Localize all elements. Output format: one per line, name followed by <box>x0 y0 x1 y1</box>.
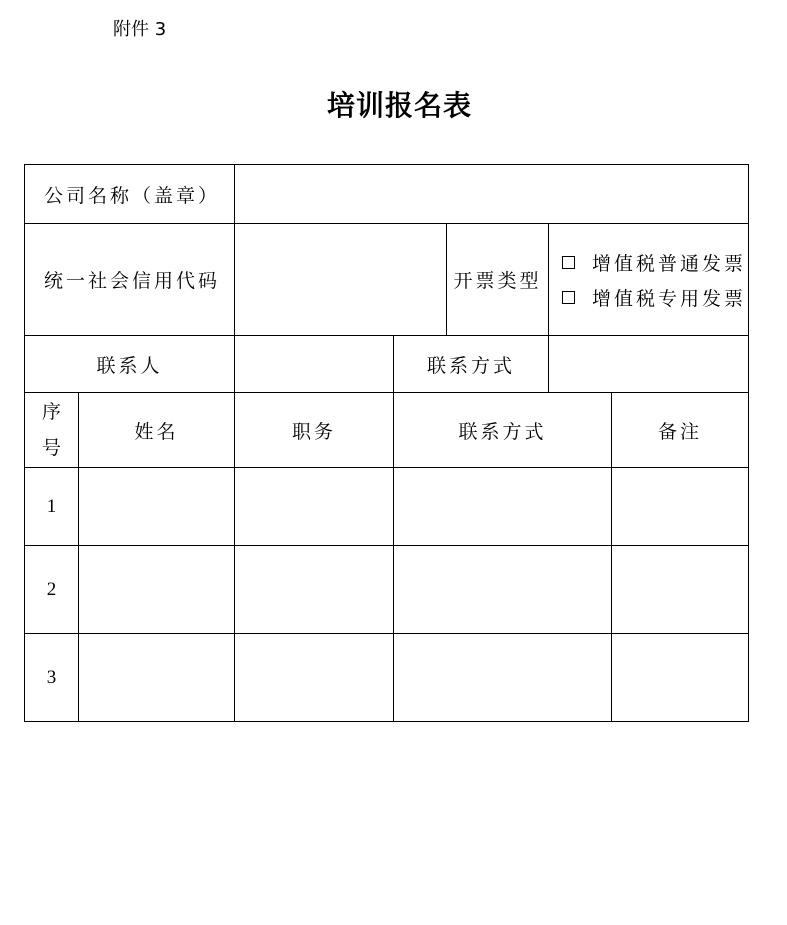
form-title: 培训报名表 <box>326 89 472 122</box>
row-seq-number: 1 <box>46 495 57 517</box>
attachment-label: 附件 3 <box>113 19 167 40</box>
row-name-field[interactable] <box>79 546 234 633</box>
invoice-option-general[interactable] <box>562 249 746 276</box>
row-seq-number: 3 <box>46 666 57 688</box>
row-name-field[interactable] <box>79 468 234 545</box>
invoice-type-label <box>447 224 548 335</box>
column-header-position <box>235 393 393 467</box>
contact-method-label-text: 联系方式 <box>426 354 515 377</box>
seq-header <box>25 393 78 467</box>
invoice-option-general-checkbox[interactable] <box>562 256 575 269</box>
invoice-option-special-label: 增值税专用发票 <box>592 287 747 310</box>
company-name-label-text: 公司名称（盖章） <box>44 184 221 207</box>
column-header-position-text: 职务 <box>291 420 336 443</box>
credit-code-field[interactable] <box>235 224 446 335</box>
invoice-type-label-text: 开票类型 <box>453 270 542 292</box>
contact-person-label-text: 联系人 <box>96 354 163 377</box>
invoice-option-special-checkbox[interactable] <box>562 291 575 304</box>
seq-header-top: 序 <box>41 401 61 423</box>
row-seq-number: 2 <box>46 578 57 600</box>
column-header-name <box>79 393 234 467</box>
contact-method-label <box>394 336 548 392</box>
column-header-remark-text: 备注 <box>657 420 702 443</box>
invoice-type-options <box>549 224 748 335</box>
company-name-label <box>25 165 234 223</box>
row-contact-field[interactable] <box>394 634 611 721</box>
contact-person-field[interactable] <box>235 336 393 392</box>
column-header-name-text: 姓名 <box>134 420 179 443</box>
row-remark-field[interactable] <box>612 468 748 545</box>
row-position-field[interactable] <box>235 468 393 545</box>
invoice-option-general-label: 增值税普通发票 <box>592 252 747 275</box>
contact-method-field[interactable] <box>549 336 748 392</box>
row-position-field[interactable] <box>235 634 393 721</box>
column-header-contact <box>394 393 611 467</box>
row-contact-field[interactable] <box>394 468 611 545</box>
company-name-field[interactable] <box>235 165 748 223</box>
row-name-field[interactable] <box>79 634 234 721</box>
border-right <box>748 164 749 722</box>
invoice-option-special[interactable] <box>562 284 746 311</box>
row-contact-field[interactable] <box>394 546 611 633</box>
contact-person-label <box>25 336 234 392</box>
border-bottom <box>24 721 749 722</box>
seq-header-bottom: 号 <box>41 437 61 459</box>
credit-code-label-text: 统一社会信用代码 <box>44 270 221 292</box>
row-remark-field[interactable] <box>612 546 748 633</box>
column-header-contact-text: 联系方式 <box>458 420 547 443</box>
row-position-field[interactable] <box>235 546 393 633</box>
row-remark-field[interactable] <box>612 634 748 721</box>
column-header-remark <box>612 393 748 467</box>
credit-code-label <box>25 224 234 335</box>
